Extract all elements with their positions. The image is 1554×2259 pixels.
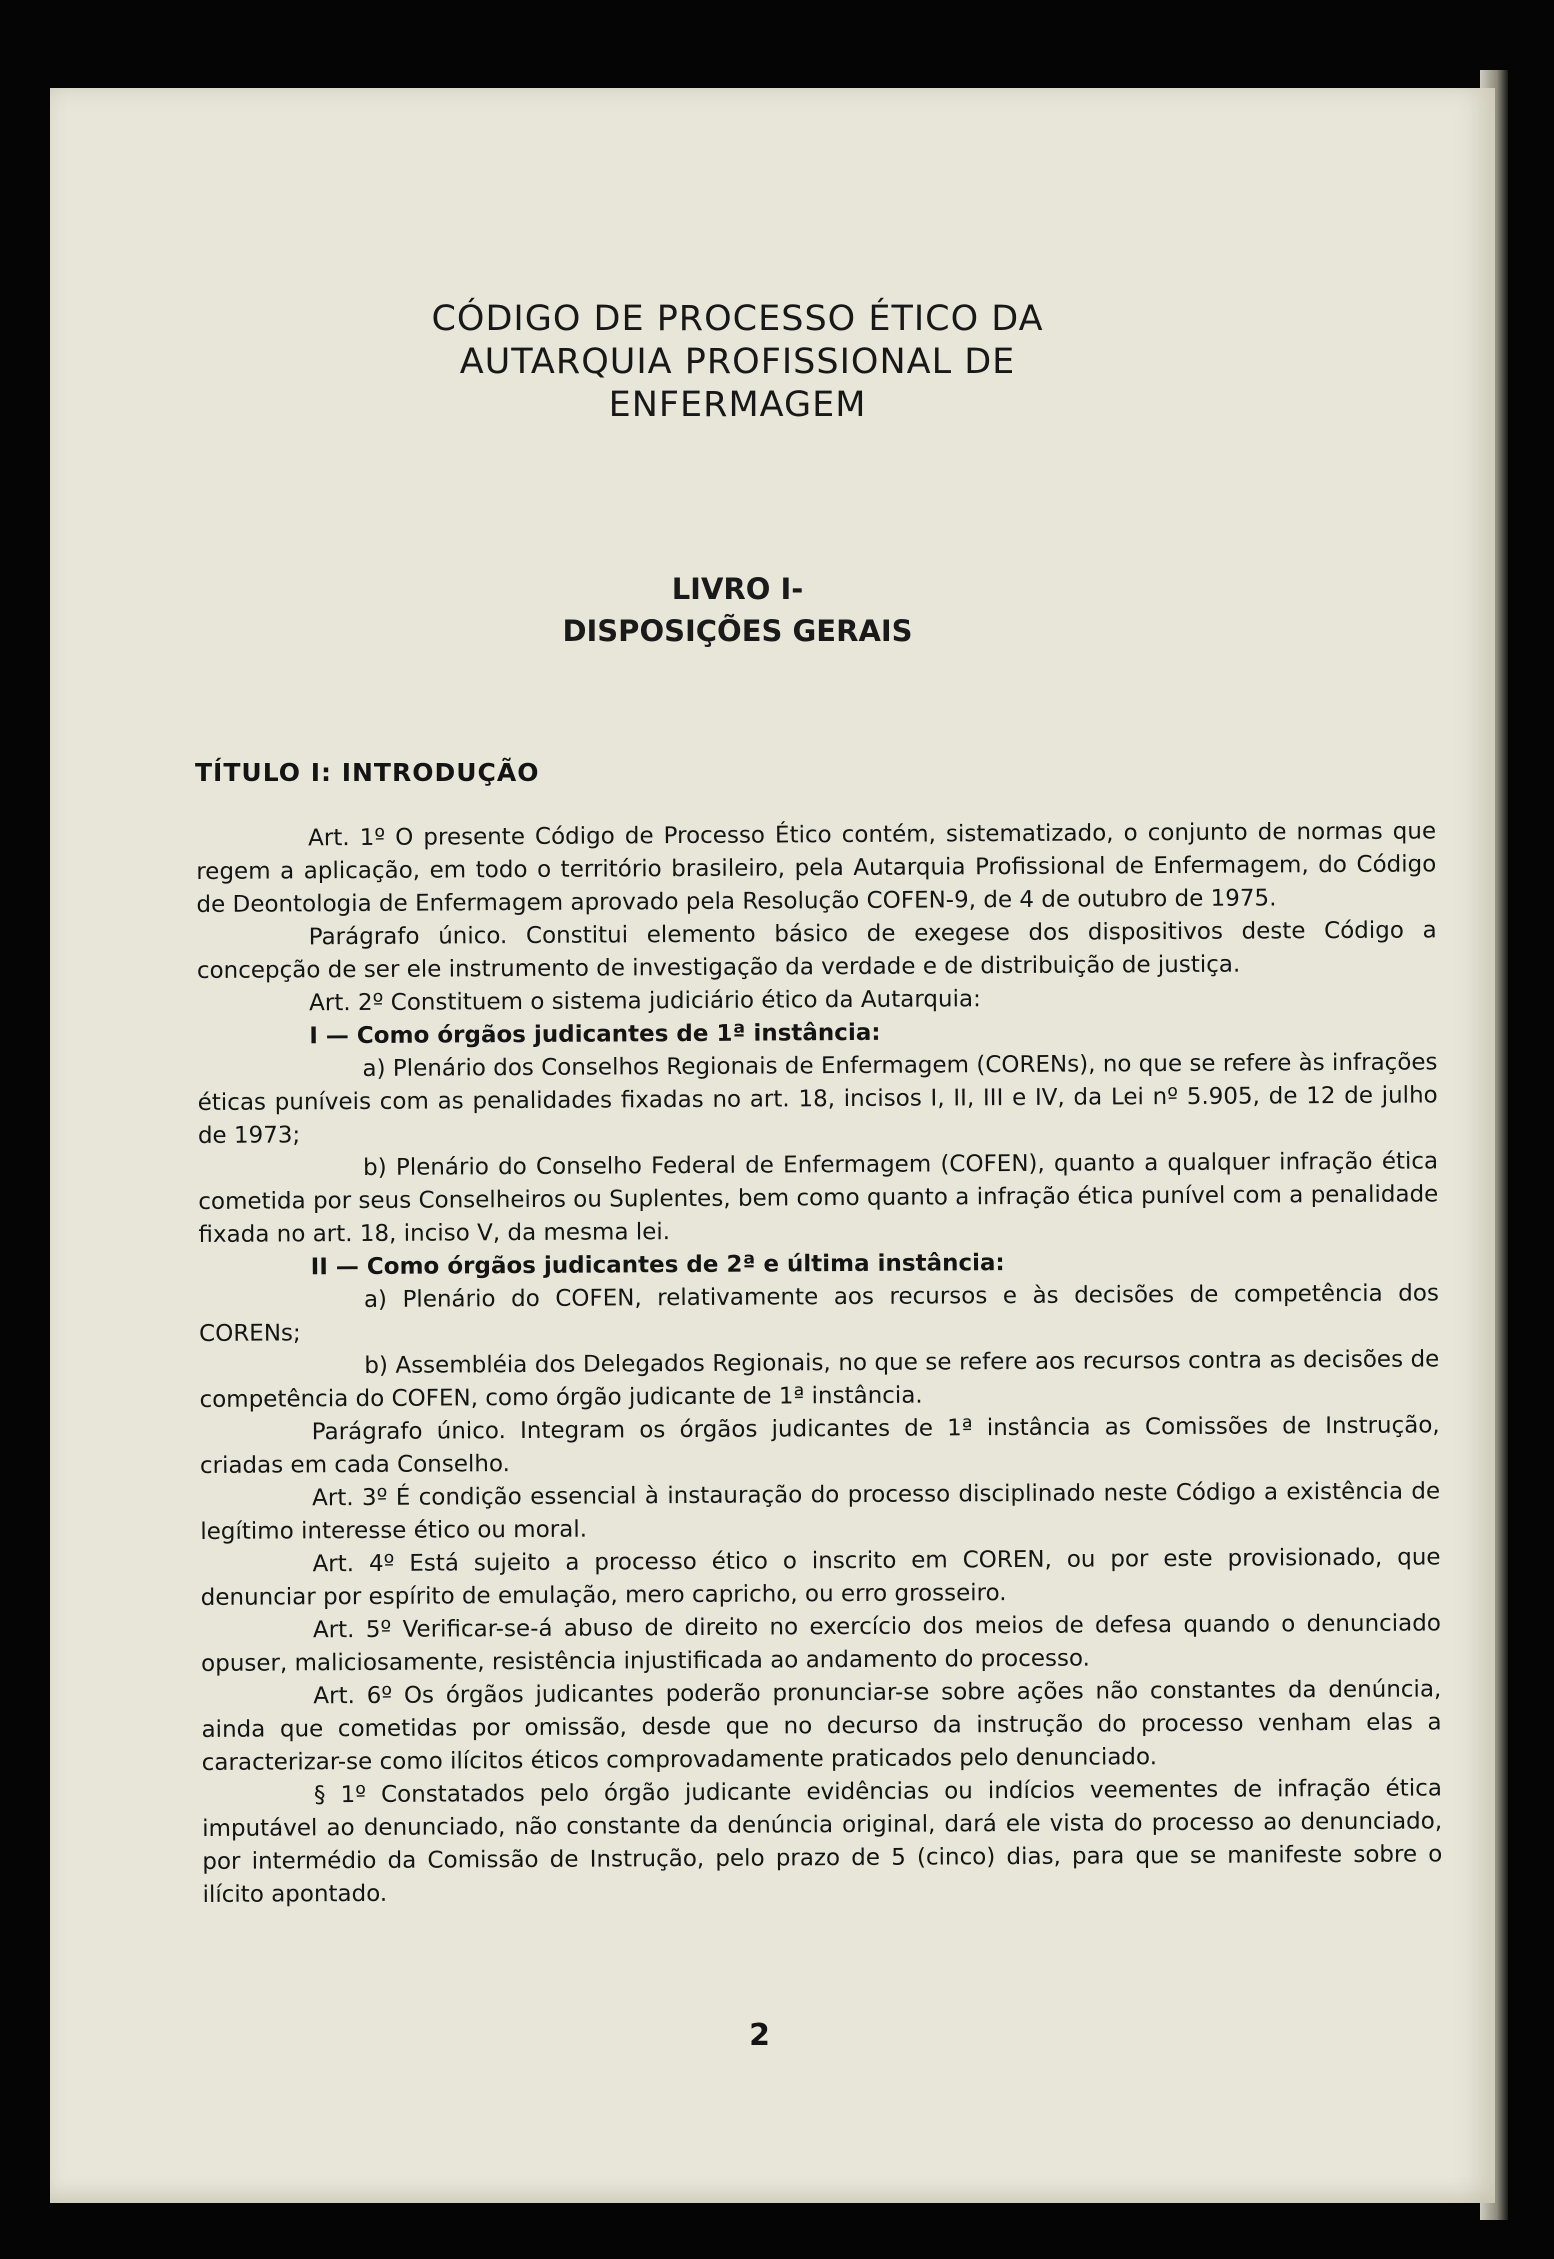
- paragraph-art-2-item-ii-a: a) Plenário do COFEN, relativamente aos recursos e às decisões de competência dos CORENs;: [199, 1280, 1439, 1347]
- paragraph-art-6: Art. 6º Os órgãos judicantes poderão pronunciar-se sobre ações não constantes da denúncia, ainda que cometidas por omissão, desde que no decurso da instrução do processo venham elas a caracterizar-se como ilícitos éticos comprovadamente praticados pelo denunciado.: [201, 1676, 1442, 1776]
- paragraph-art-2-item-ii: II — Como órgãos judicantes de 2ª e última instância:: [310, 1250, 1005, 1281]
- section-title: TÍTULO I: INTRODUÇÃO: [195, 758, 540, 787]
- paragraph-art-6-p1: § 1º Constatados pelo órgão judicante evidências ou indícios veementes de infração ética imputável ao denunciado, não constante da denúncia original, dará ele vista do processo ao denunciado, por intermédio da Comissão de Instrução, pelo prazo de 5 (cinco) dias, para que se manifeste sobre o ilícito apontado.: [202, 1775, 1443, 1908]
- paragraph-art-3: Art. 3º É condição essencial à instauração do processo disciplinado neste Código a existência de legítimo interesse ético ou moral.: [200, 1478, 1441, 1545]
- page-number: [50, 2018, 1495, 2053]
- title-line-1: CÓDIGO DE PROCESSO ÉTICO DA: [431, 299, 1044, 339]
- paragraph-art-4: Art. 4º Está sujeito a processo ético o inscrito em COREN, ou por este provisionado, que denunciar por espírito de emulação, mero capricho, ou erro grosseiro.: [200, 1544, 1441, 1611]
- paragraph-art-1-single: Parágrafo único. Constitui elemento básico de exegese dos dispositivos deste Código a concepção de ser ele instrumento de investigação da verdade e de distribuição de justiça.: [196, 917, 1437, 984]
- book-heading: [50, 568, 1495, 652]
- book-heading-line-1: LIVRO I-: [671, 572, 804, 606]
- paragraph-art-2-item-i-b: b) Plenário do Conselho Federal de Enfermagem (COFEN), quanto a qualquer infração ética cometida por seus Conselheiros ou Suplentes, bem como quanto a infração ética punível com a penalidade fixada no art. 18, inciso V, da mesma lei.: [198, 1148, 1439, 1248]
- document-page: [50, 88, 1495, 2203]
- title-line-3: ENFERMAGEM: [608, 385, 867, 425]
- paragraph-art-2-item-i: I — Como órgãos judicantes de 1ª instância:: [309, 1019, 881, 1050]
- paragraph-art-2: Art. 2º Constituem o sistema judiciário ético da Autarquia:: [309, 986, 981, 1017]
- title-line-2: AUTARQUIA PROFISSIONAL DE: [459, 342, 1016, 382]
- paragraph-art-2-single: Parágrafo único. Integram os órgãos judicantes de 1ª instância as Comissões de Instrução, criadas em cada Conselho.: [199, 1412, 1440, 1479]
- page-number-text: 2: [749, 2018, 770, 2053]
- paragraph-art-2-item-ii-b: b) Assembléia dos Delegados Regionais, no que se refere aos recursos contra as decisões de competência do COFEN, como órgão judicante de 1ª instância.: [199, 1346, 1440, 1413]
- book-heading-line-2: DISPOSIÇÕES GERAIS: [562, 614, 913, 648]
- paragraph-art-1: Art. 1º O presente Código de Processo Ético contém, sistematizado, o conjunto de normas que regem a aplicação, em todo o território brasileiro, pela Autarquia Profissional de Enfermagem, do Código de Deontologia de Enfermagem aprovado pela Resolução COFEN-9, de 4 de outubro de 1975.: [196, 818, 1437, 918]
- paragraph-art-5: Art. 5º Verificar-se-á abuso de direito no exercício dos meios de defesa quando o denunciado opuser, maliciosamente, resistência injustificada ao andamento do processo.: [201, 1610, 1441, 1677]
- paragraph-art-2-item-i-a: a) Plenário dos Conselhos Regionais de Enfermagem (CORENs), no que se refere às infrações éticas puníveis com as penalidades fixadas no art. 18, incisos I, II, III e IV, da Lei nº 5.905, de 12 de julho de 1973;: [197, 1049, 1438, 1149]
- document-body: [196, 815, 1443, 1912]
- document-title: [50, 298, 1495, 427]
